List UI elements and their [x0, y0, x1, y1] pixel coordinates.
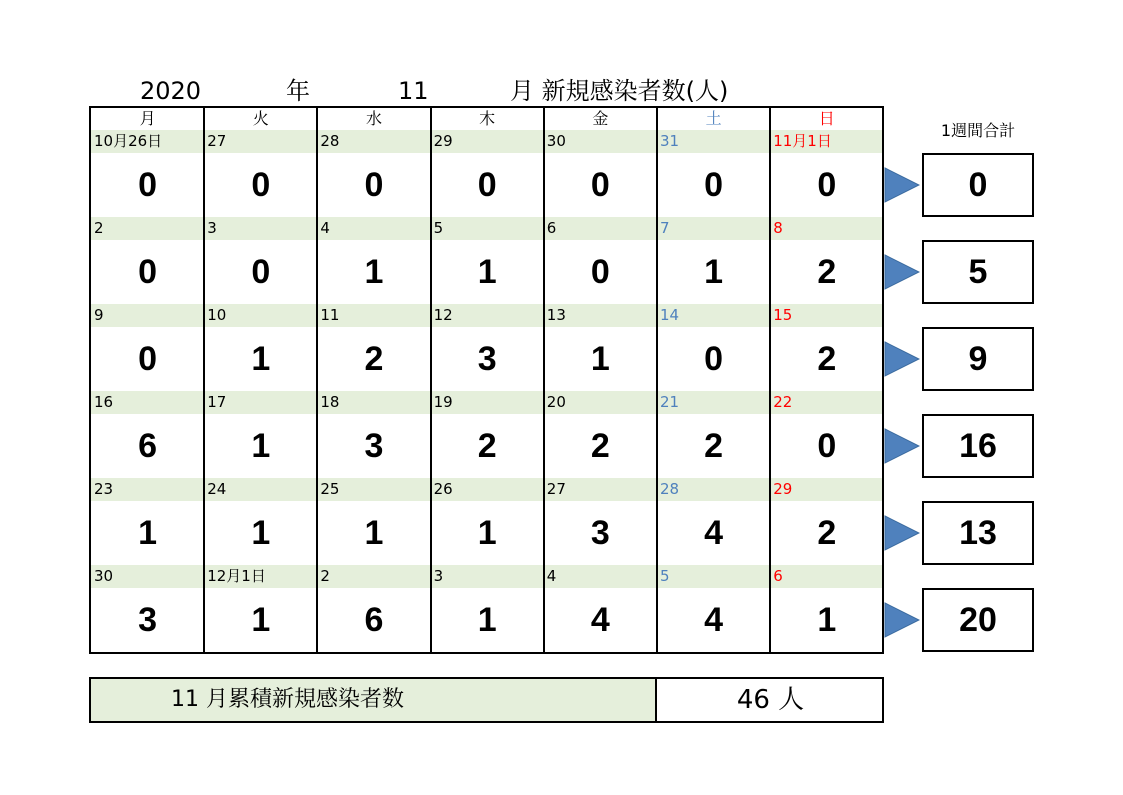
- day-date: 30: [94, 567, 114, 585]
- day-case-count: 1: [364, 514, 384, 552]
- title-month: 11: [398, 77, 429, 105]
- day-date: 4: [546, 567, 557, 585]
- day-date: 9: [94, 306, 104, 324]
- day-date: 27: [546, 480, 566, 498]
- day-date: 15: [773, 306, 793, 324]
- arrow-right-icon: [884, 515, 920, 551]
- day-date: 20: [546, 393, 566, 411]
- day-case-count: 1: [251, 601, 271, 639]
- day-case-count: 3: [138, 601, 158, 639]
- day-date: 2: [94, 219, 104, 237]
- weekday-label: 日: [818, 109, 835, 128]
- day-case-count: 2: [590, 427, 610, 465]
- day-case-count: 3: [590, 514, 610, 552]
- weekly-total-value: 5: [922, 240, 1034, 304]
- page-title: [90, 76, 890, 108]
- weekday-label: 月: [139, 109, 156, 128]
- day-date: 28: [660, 480, 680, 498]
- day-date: 11月1日: [773, 132, 832, 150]
- day-date: 18: [320, 393, 340, 411]
- day-case-count: 1: [477, 514, 497, 552]
- day-date: 26: [433, 480, 453, 498]
- calendar-week-row: [91, 217, 882, 304]
- day-date: 22: [773, 393, 793, 411]
- day-case-count: 1: [477, 253, 497, 291]
- calendar-week-row: [91, 391, 882, 478]
- day-date: 14: [660, 306, 680, 324]
- weekday-label: 火: [252, 109, 269, 128]
- day-case-count: 2: [364, 340, 384, 378]
- day-case-count: 1: [251, 514, 271, 552]
- day-date: 5: [433, 219, 444, 237]
- weekday-label: 金: [592, 109, 609, 128]
- day-case-count: 0: [590, 166, 610, 204]
- day-date: 4: [320, 219, 330, 237]
- day-case-count: 6: [138, 427, 158, 465]
- arrow-right-icon: [884, 341, 920, 377]
- day-case-count: 2: [817, 514, 837, 552]
- day-date: 6: [773, 567, 783, 585]
- day-case-count: 2: [817, 340, 837, 378]
- cumulative-total-box: [89, 677, 884, 723]
- day-date: 6: [546, 219, 557, 237]
- column-divider: [430, 108, 432, 652]
- arrow-right-icon: [884, 254, 920, 290]
- day-case-count: 4: [704, 601, 724, 639]
- day-case-count: 0: [138, 166, 158, 204]
- arrow-right-icon: [884, 428, 920, 464]
- day-case-count: 4: [704, 514, 724, 552]
- day-case-count: 4: [590, 601, 610, 639]
- weekly-total-value: 16: [922, 414, 1034, 478]
- day-date: 10月26日: [94, 132, 163, 150]
- day-date: 29: [433, 132, 453, 150]
- day-case-count: 0: [817, 166, 837, 204]
- weekly-total-value: 20: [922, 588, 1034, 652]
- day-case-count: 1: [138, 514, 158, 552]
- weekly-total-value: 0: [922, 153, 1034, 217]
- day-case-count: 1: [590, 340, 610, 378]
- day-case-count: 1: [704, 253, 724, 291]
- day-case-count: 0: [138, 253, 158, 291]
- day-case-count: 0: [817, 427, 837, 465]
- day-case-count: 1: [251, 427, 271, 465]
- column-divider: [316, 108, 318, 652]
- day-date: 10: [207, 306, 227, 324]
- day-case-count: 2: [817, 253, 837, 291]
- day-case-count: 0: [251, 166, 271, 204]
- arrow-right-icon: [884, 602, 920, 638]
- day-date: 29: [773, 480, 793, 498]
- day-date: 3: [207, 219, 217, 237]
- day-date: 7: [660, 219, 670, 237]
- day-case-count: 6: [364, 601, 384, 639]
- day-date: 5: [660, 567, 670, 585]
- day-case-count: 0: [704, 166, 724, 204]
- day-case-count: 1: [251, 340, 271, 378]
- weekday-label: 水: [365, 109, 382, 128]
- day-date: 17: [207, 393, 227, 411]
- weekly-total-header: 1週間合計: [940, 121, 1016, 140]
- weekday-label: 土: [705, 109, 722, 128]
- weekly-total-value: 9: [922, 327, 1034, 391]
- calendar-week-row: [91, 478, 882, 565]
- day-date: 13: [546, 306, 566, 324]
- day-date: 30: [546, 132, 566, 150]
- weekday-label: 木: [479, 109, 496, 128]
- day-date: 2: [320, 567, 330, 585]
- day-case-count: 0: [364, 166, 384, 204]
- day-case-count: 1: [477, 601, 497, 639]
- day-case-count: 0: [590, 253, 610, 291]
- day-case-count: 0: [704, 340, 724, 378]
- day-case-count: 1: [817, 601, 837, 639]
- column-divider: [543, 108, 545, 652]
- title-month-suffix: 月 新規感染者数(人): [510, 77, 729, 105]
- day-date: 16: [94, 393, 114, 411]
- day-date: 24: [207, 480, 227, 498]
- day-date: 31: [660, 132, 680, 150]
- weekday-header-row: [91, 108, 882, 130]
- day-case-count: 2: [477, 427, 497, 465]
- day-date: 12月1日: [207, 567, 266, 585]
- calendar-week-row: [91, 304, 882, 391]
- day-date: 19: [433, 393, 453, 411]
- day-date: 23: [94, 480, 114, 498]
- day-case-count: 0: [251, 253, 271, 291]
- day-date: 11: [320, 306, 340, 324]
- column-divider: [203, 108, 205, 652]
- day-case-count: 0: [477, 166, 497, 204]
- cumulative-total-value: 46 人: [736, 685, 805, 715]
- calendar-grid: [89, 106, 884, 654]
- title-year-suffix: 年: [286, 77, 310, 105]
- day-case-count: 2: [704, 427, 724, 465]
- column-divider: [769, 108, 771, 652]
- day-case-count: 1: [364, 253, 384, 291]
- day-case-count: 0: [138, 340, 158, 378]
- day-case-count: 3: [364, 427, 384, 465]
- title-year: 2020: [140, 77, 202, 105]
- day-date: 27: [207, 132, 227, 150]
- calendar-week-row: [91, 130, 882, 217]
- day-case-count: 3: [477, 340, 497, 378]
- weekly-total-value: 13: [922, 501, 1034, 565]
- column-divider: [656, 108, 658, 652]
- day-date: 21: [660, 393, 680, 411]
- day-date: 3: [433, 567, 444, 585]
- day-date: 12: [433, 306, 453, 324]
- arrow-right-icon: [884, 167, 920, 203]
- day-date: 8: [773, 219, 783, 237]
- cumulative-total-label: 11 月累積新規感染者数: [91, 679, 657, 721]
- day-date: 28: [320, 132, 340, 150]
- day-date: 25: [320, 480, 340, 498]
- calendar-week-row: [91, 565, 882, 652]
